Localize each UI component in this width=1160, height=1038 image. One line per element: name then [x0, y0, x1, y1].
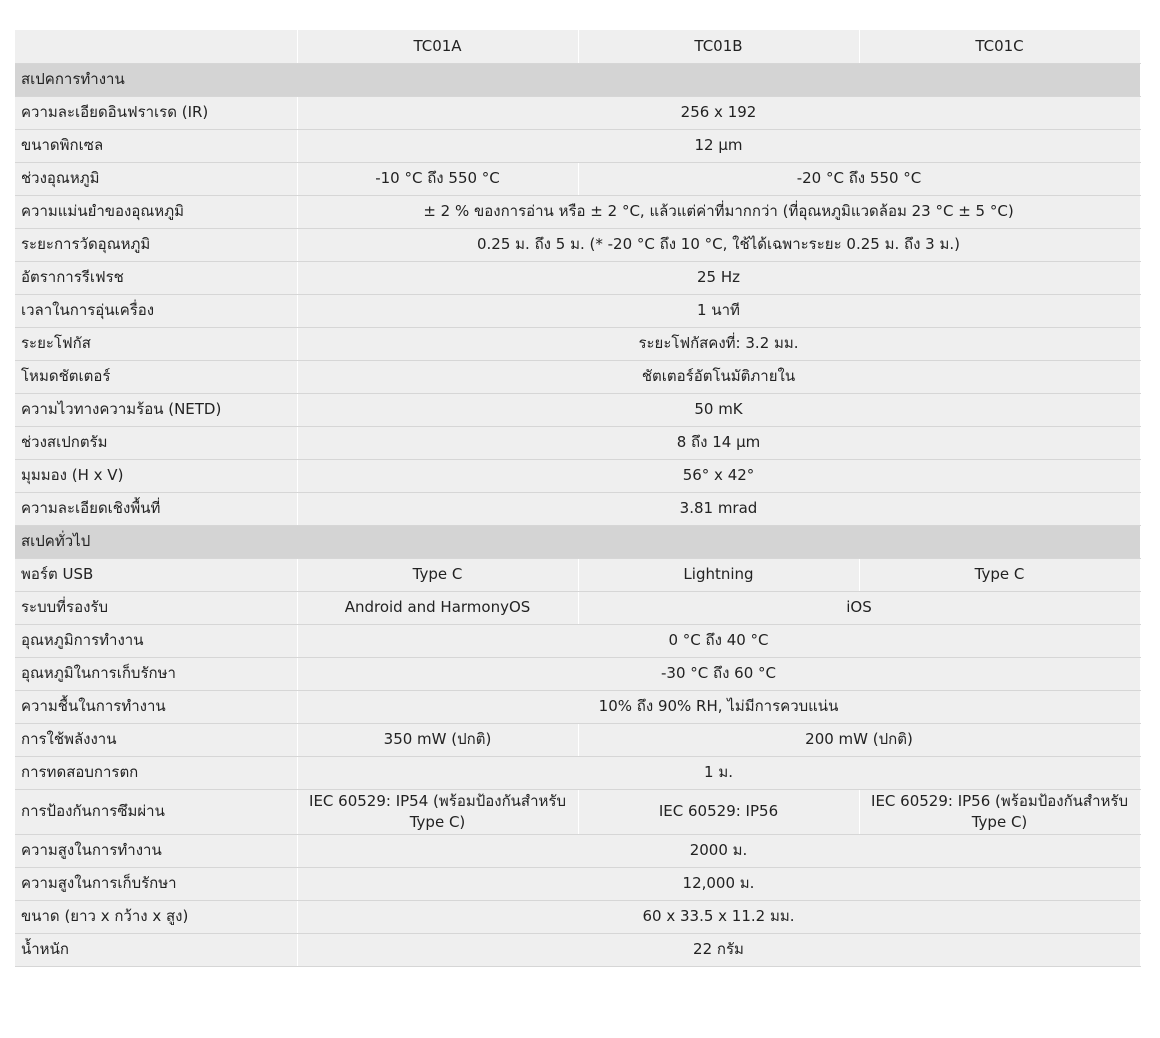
row-value: ชัตเตอร์อัตโนมัติภายใน	[297, 360, 1140, 393]
row-label: ระยะโฟกัส	[15, 327, 297, 360]
table-row	[15, 261, 1140, 294]
row-label: ความละเอียดอินฟราเรด (IR)	[15, 96, 297, 129]
row-value: 2000 ม.	[297, 834, 1140, 867]
table-row	[15, 96, 1140, 129]
row-label: ระบบที่รองรับ	[15, 591, 297, 624]
table-row	[15, 459, 1140, 492]
table-row	[15, 900, 1140, 933]
row-label: การใช้พลังงาน	[15, 723, 297, 756]
section-row-operating	[15, 63, 1140, 96]
section-title-operating: สเปคการทำงาน	[15, 63, 1140, 96]
row-label: ระยะการวัดอุณหภูมิ	[15, 228, 297, 261]
row-label: ความสูงในการทำงาน	[15, 834, 297, 867]
row-value-tc01a: 350 mW (ปกติ)	[297, 723, 578, 756]
row-label: โหมดชัตเตอร์	[15, 360, 297, 393]
table-row	[15, 294, 1140, 327]
row-value-tc01c: IEC 60529: IP56 (พร้อมป้องกันสำหรับ Type C)	[859, 789, 1140, 834]
row-label: อัตราการรีเฟรช	[15, 261, 297, 294]
row-value: 8 ถึง 14 μm	[297, 426, 1140, 459]
row-label: การทดสอบการตก	[15, 756, 297, 789]
table-row	[15, 129, 1140, 162]
row-value-tc01b-tc01c: 200 mW (ปกติ)	[578, 723, 1140, 756]
table-row	[15, 834, 1140, 867]
row-value: 3.81 mrad	[297, 492, 1140, 525]
row-label: ช่วงอุณหภูมิ	[15, 162, 297, 195]
table-row	[15, 657, 1140, 690]
row-value: 10% ถึง 90% RH, ไม่มีการควบแน่น	[297, 690, 1140, 723]
table-row	[15, 723, 1140, 756]
row-value-tc01a: Type C	[297, 558, 578, 591]
table-row	[15, 492, 1140, 525]
row-label: ความสูงในการเก็บรักษา	[15, 867, 297, 900]
row-value: 50 mK	[297, 393, 1140, 426]
table-row	[15, 228, 1140, 261]
row-label: ความละเอียดเชิงพื้นที่	[15, 492, 297, 525]
header-model-tc01b: TC01B	[578, 30, 859, 63]
row-value-tc01b-tc01c: -20 °C ถึง 550 °C	[578, 162, 1140, 195]
row-value: 56° x 42°	[297, 459, 1140, 492]
row-label: น้ำหนัก	[15, 933, 297, 966]
row-label: อุณหภูมิการทำงาน	[15, 624, 297, 657]
row-value: 12 μm	[297, 129, 1140, 162]
row-value: 1 นาที	[297, 294, 1140, 327]
section-title-general: สเปคทั่วไป	[15, 525, 1140, 558]
row-value-tc01b: IEC 60529: IP56	[578, 789, 859, 834]
row-label: มุมมอง (H x V)	[15, 459, 297, 492]
table-row	[15, 933, 1140, 966]
header-corner-cell	[15, 30, 297, 63]
row-value: ระยะโฟกัสคงที่: 3.2 มม.	[297, 327, 1140, 360]
row-value: 1 ม.	[297, 756, 1140, 789]
row-value: 25 Hz	[297, 261, 1140, 294]
row-value: 60 x 33.5 x 11.2 มม.	[297, 900, 1140, 933]
table-row	[15, 789, 1140, 834]
row-label: ช่วงสเปกตรัม	[15, 426, 297, 459]
row-value-tc01a: Android and HarmonyOS	[297, 591, 578, 624]
row-label: เวลาในการอุ่นเครื่อง	[15, 294, 297, 327]
header-row	[15, 30, 1140, 63]
spec-comparison-table	[15, 30, 1141, 967]
row-label: ความชื้นในการทำงาน	[15, 690, 297, 723]
table-row	[15, 867, 1140, 900]
table-row	[15, 756, 1140, 789]
row-label: ความแม่นยำของอุณหภูมิ	[15, 195, 297, 228]
row-label: พอร์ต USB	[15, 558, 297, 591]
row-label: ความไวทางความร้อน (NETD)	[15, 393, 297, 426]
row-label: ขนาด (ยาว x กว้าง x สูง)	[15, 900, 297, 933]
row-value: 0 °C ถึง 40 °C	[297, 624, 1140, 657]
header-model-tc01a: TC01A	[297, 30, 578, 63]
table-row	[15, 327, 1140, 360]
table-row	[15, 360, 1140, 393]
table-row	[15, 591, 1140, 624]
row-label: ขนาดพิกเซล	[15, 129, 297, 162]
row-label: อุณหภูมิในการเก็บรักษา	[15, 657, 297, 690]
table-row	[15, 393, 1140, 426]
table-row	[15, 195, 1140, 228]
row-label: การป้องกันการซึมผ่าน	[15, 789, 297, 834]
row-value-tc01a: -10 °C ถึง 550 °C	[297, 162, 578, 195]
table-row	[15, 426, 1140, 459]
table-row	[15, 624, 1140, 657]
row-value-tc01c: Type C	[859, 558, 1140, 591]
row-value: -30 °C ถึง 60 °C	[297, 657, 1140, 690]
table-row	[15, 162, 1140, 195]
table-row	[15, 558, 1140, 591]
section-row-general	[15, 525, 1140, 558]
row-value-tc01b: Lightning	[578, 558, 859, 591]
row-value: 22 กรัม	[297, 933, 1140, 966]
row-value: ± 2 % ของการอ่าน หรือ ± 2 °C, แล้วแต่ค่าที่มากกว่า (ที่อุณหภูมิแวดล้อม 23 °C ± 5 °C)	[297, 195, 1140, 228]
row-value: 256 x 192	[297, 96, 1140, 129]
row-value: 0.25 ม. ถึง 5 ม. (* -20 °C ถึง 10 °C, ใช้ได้เฉพาะระยะ 0.25 ม. ถึง 3 ม.)	[297, 228, 1140, 261]
row-value-tc01a: IEC 60529: IP54 (พร้อมป้องกันสำหรับ Type C)	[297, 789, 578, 834]
header-model-tc01c: TC01C	[859, 30, 1140, 63]
row-value: 12,000 ม.	[297, 867, 1140, 900]
table-row	[15, 690, 1140, 723]
row-value-tc01b-tc01c: iOS	[578, 591, 1140, 624]
